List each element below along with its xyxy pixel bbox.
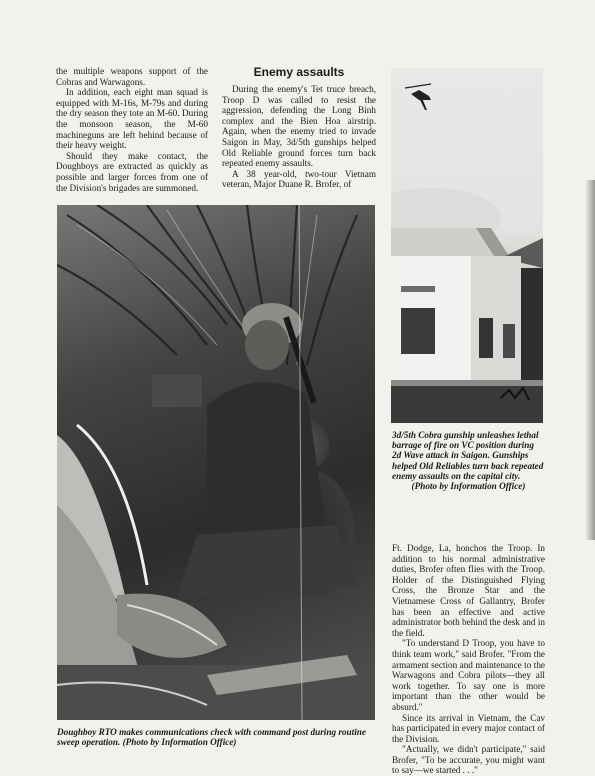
photo-credit: (Photo by Information Office) [411, 481, 526, 492]
photo-cobra-gunship [391, 68, 543, 423]
photo-doughboy-rto [57, 205, 375, 720]
paragraph: Ft. Dodge, La, honchos the Troop. In addition to his normal administrative duties, Brofer often flies with the Troop. Holder of the Distinguished Flying Cross, the Bronze Star and the Vietnamese Cross of Gallantry, Brofer has been an effective and active administrator both behind the desk and in the field. [392, 543, 545, 638]
photo-caption-gunship [392, 430, 545, 491]
article-column-right [392, 543, 545, 776]
article-column-middle [222, 84, 376, 190]
paragraph: Should they make contact, the Doughboys are extracted as quickly as possible and larger forces from one of the Division's brigades are summoned. [56, 150, 208, 193]
section-headline: Enemy assaults [253, 65, 345, 79]
paragraph: In addition, each eight man squad is equipped with M-16s, M-79s and during the dry season they tote an M-60. During the monsoon season, the M-60 machineguns are left behind because of their heavy weight. [56, 87, 208, 151]
helicopter-icon [405, 84, 431, 110]
paragraph: the multiple weapons support of the Cobras and Warwagons. [56, 66, 208, 87]
paragraph: "Actually, we didn't participate," said Brofer, "To be accurate, you might want to say—we started . . ." [392, 744, 545, 776]
caption-text: 3d/5th Cobra gunship unleashes lethal barrage of fire on VC position during 2d Wave attack in Saigon. Gunships helped Old Reliables turn back repeated enemy assaults on the capital city. [392, 430, 544, 481]
page-edge-shadow [585, 180, 595, 540]
paragraph: During the enemy's Tet truce breach, Troop D was called to resist the aggression, defending the Long Binh complex and the Bien Hoa airstrip. Again, when the enemy tried to invade Saigon in May, 3d/5th gunships helped Old Reliable ground forces turn back repeated enemy assaults. [222, 84, 376, 169]
article-column-left [56, 66, 208, 193]
paragraph: Since its arrival in Vietnam, the Cav has participated in every major contact of the Division. [392, 712, 545, 744]
photo-doughboy-rto-drawing [57, 205, 375, 720]
photo-cobra-gunship-drawing [391, 68, 543, 423]
photo-caption-doughboy: Doughboy RTO makes communications check with command post during routine sweep operation. (Photo by Information Office) [57, 727, 366, 748]
paragraph: "To understand D Troop, you have to think team work," said Brofer. "From the armament section and maintenance to the Warwagons and Cobra pilots—they all work together. To say one is more important than the other would be absurd." [392, 638, 545, 712]
paragraph: A 38 year-old, two-tour Vietnam veteran, Major Duane R. Brofer, of [222, 168, 376, 190]
